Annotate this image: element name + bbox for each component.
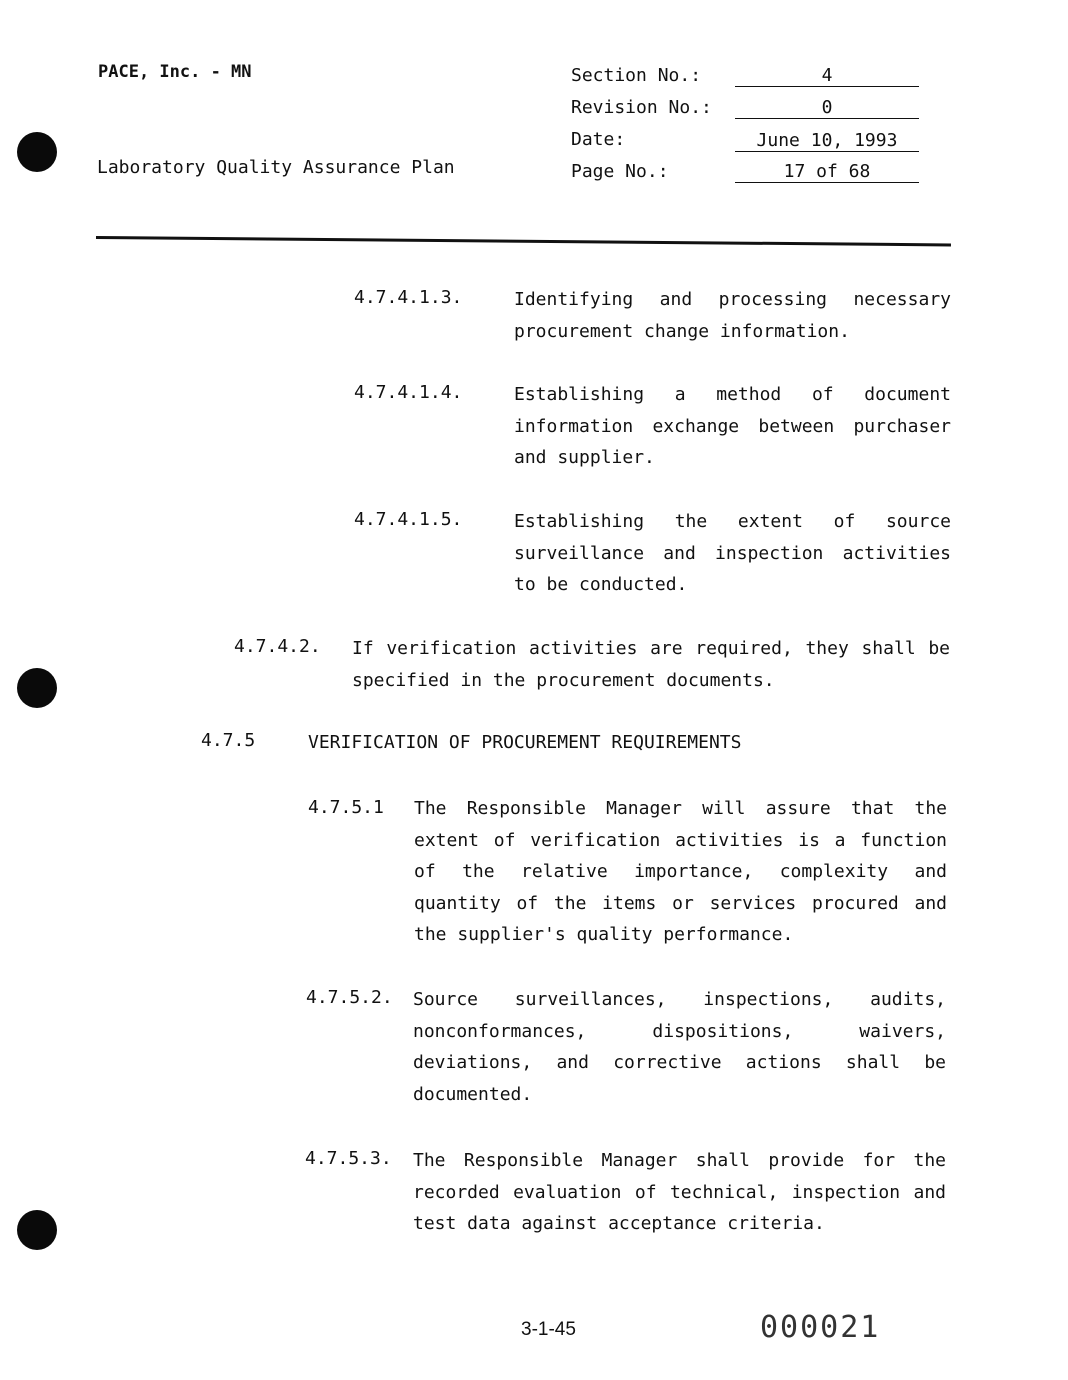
- footer-page-code: 3-1-45: [521, 1319, 576, 1340]
- page-number-value: 17 of 68: [735, 162, 919, 183]
- page-number-label: Page No.:: [571, 161, 669, 182]
- punch-hole-middle: [17, 668, 57, 708]
- item-4-7-5-2-number: 4.7.5.2.: [306, 987, 393, 1008]
- item-4-7-4-1-3-number: 4.7.4.1.3.: [354, 287, 463, 308]
- item-4-7-5-1-number: 4.7.5.1: [308, 797, 384, 818]
- date-label: Date:: [571, 129, 626, 150]
- company-name: PACE, Inc. - MN: [98, 62, 252, 82]
- item-4-7-4-1-4-text: Establishing a method of document information exchange between purchaser and supplier.: [514, 384, 951, 468]
- item-4-7-4-2-number: 4.7.4.2.: [234, 636, 321, 657]
- section-number-value: 4: [735, 66, 919, 87]
- item-4-7-4-1-5-number: 4.7.4.1.5.: [354, 509, 463, 530]
- item-4-7-5-2-text: Source surveillances, inspections, audits, nonconformances, dispositions, waivers, deviations, and corrective actions shall be documented.: [413, 989, 946, 1105]
- item-4-7-4-1-3-text: Identifying and processing necessary procurement change information.: [514, 289, 951, 342]
- punch-hole-top: [17, 132, 57, 172]
- plan-title: Laboratory Quality Assurance Plan: [97, 157, 455, 178]
- item-4-7-5-3-number: 4.7.5.3.: [305, 1148, 392, 1169]
- section-4-7-5-number: 4.7.5: [201, 730, 256, 751]
- item-4-7-4-2-text: If verification activities are required, they shall be specified in the procurement documents.: [352, 638, 950, 691]
- date-value: June 10, 1993: [735, 131, 919, 152]
- section-4-7-5-title: VERIFICATION OF PROCUREMENT REQUIREMENTS: [308, 732, 742, 753]
- revision-number-label: Revision No.:: [571, 97, 712, 118]
- header-divider: [96, 236, 951, 246]
- item-4-7-4-1-4-number: 4.7.4.1.4.: [354, 382, 463, 403]
- item-4-7-5-1-text: The Responsible Manager will assure that the extent of verification activities is a function of the relative importance, complexity and quantity of the items or services procured and the supplier's quality performance.: [414, 798, 947, 945]
- section-number-label: Section No.:: [571, 65, 702, 86]
- punch-hole-bottom: [17, 1210, 57, 1250]
- revision-number-value: 0: [735, 98, 919, 119]
- document-stamp-number: 000021: [760, 1310, 881, 1345]
- item-4-7-5-3-text: The Responsible Manager shall provide for the recorded evaluation of technical, inspection and test data against acceptance criteria.: [413, 1150, 946, 1234]
- item-4-7-4-1-5-text: Establishing the extent of source surveillance and inspection activities to be conducted.: [514, 511, 951, 595]
